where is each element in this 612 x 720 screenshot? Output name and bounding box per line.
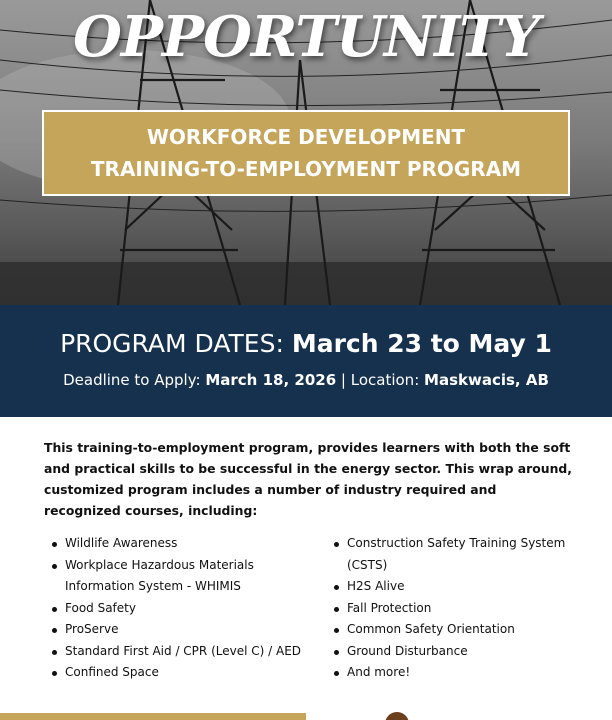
course-item (50, 662, 322, 684)
deadline-value: March 18, 2026 (205, 371, 337, 389)
deadline-label: Deadline to Apply: (63, 371, 201, 389)
separator: | (340, 371, 346, 389)
intro-paragraph: This training-to-employment program, provides learners with both the soft and practical skills to be successful in the energy sector. This wrap around, customized program includes a number of industry required and recognized courses, including: (44, 440, 572, 518)
footer-gold-bar (0, 713, 306, 720)
course-line: Workplace Hazardous Materials (65, 557, 254, 572)
courses-right-column (332, 533, 594, 684)
course-line: And more! (347, 665, 411, 679)
course-item (50, 533, 322, 555)
course-line: Construction Safety Training System (347, 536, 566, 550)
course-item (332, 619, 594, 641)
footer-logo (385, 712, 409, 720)
course-item (50, 555, 322, 598)
courses-list-left (50, 533, 322, 684)
course-line: Ground Disturbance (347, 643, 468, 658)
program-dates-band (0, 305, 612, 417)
course-item (50, 598, 322, 620)
course-line: Food Safety (65, 600, 136, 615)
program-dates-value: March 23 to May 1 (291, 329, 552, 358)
headline-title: OPPORTUNITY (73, 4, 539, 70)
course-item (332, 576, 594, 598)
course-line-cont: Information System - WHIMIS (65, 579, 241, 593)
deadline-location-line (0, 369, 612, 391)
course-line: Common Safety Orientation (347, 622, 515, 636)
program-title-line1: WORKFORCE DEVELOPMENT (146, 125, 466, 149)
program-dates-label: PROGRAM DATES: (60, 329, 284, 358)
program-title-box (42, 110, 570, 196)
courses-list-right (332, 533, 594, 684)
course-item (332, 598, 594, 620)
course-item (332, 641, 594, 663)
course-item (50, 619, 322, 641)
course-line: Wildlife Awareness (65, 536, 178, 550)
location-label: Location: (350, 371, 420, 389)
course-item (332, 662, 594, 684)
course-item (50, 641, 322, 663)
courses-left-column (50, 533, 322, 684)
program-dates (0, 327, 612, 361)
course-line: H2S Alive (347, 579, 405, 593)
course-line: Confined Space (65, 665, 159, 679)
course-item (332, 533, 594, 576)
course-line: ProServe (65, 622, 119, 636)
course-line: Fall Protection (347, 600, 432, 615)
hero-section (0, 0, 612, 305)
course-line: Standard First Aid / CPR (Level C) / AED (65, 643, 302, 658)
course-line-cont: (CSTS) (347, 557, 388, 572)
program-title-line2: TRAINING-TO-EMPLOYMENT PROGRAM (90, 157, 522, 181)
location-value: Maskwacis, AB (424, 371, 549, 389)
